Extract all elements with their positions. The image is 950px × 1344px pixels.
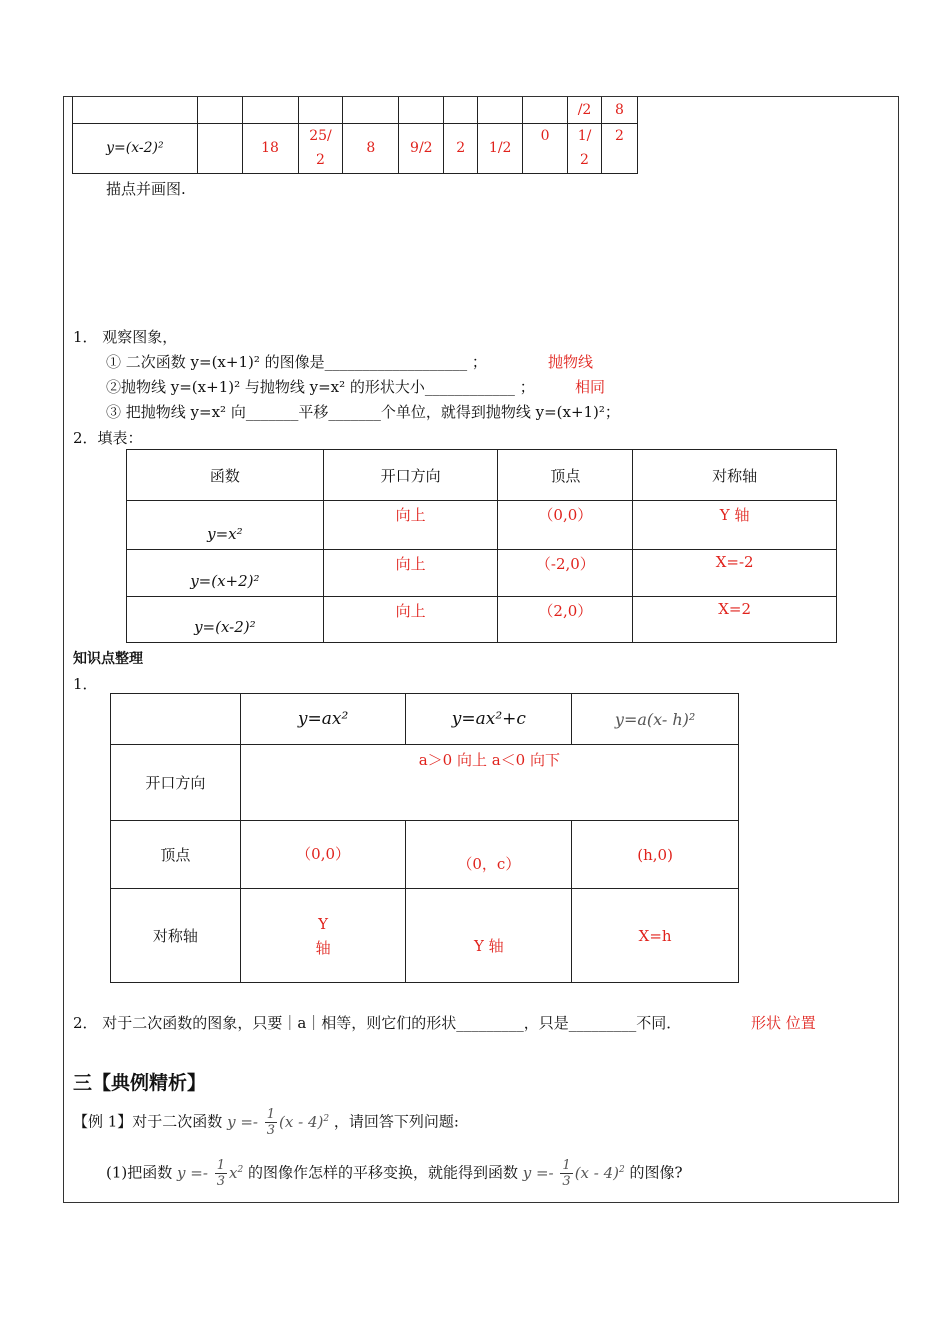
- table-cell: 8: [343, 123, 399, 173]
- vertex-cell: (h,0): [572, 821, 739, 889]
- q1-item-3: ③ 把抛物线 y=x² 向_______平移_______个单位，就得到抛物线 y=(x+1)²；: [106, 403, 620, 421]
- axis-cell: X=2: [633, 597, 837, 643]
- axis-cell: Y 轴: [633, 501, 837, 550]
- axis-cell: X=h: [572, 889, 739, 983]
- table-header-row: [127, 450, 837, 501]
- header-cell: 函数: [127, 450, 324, 501]
- table-cell: /2: [568, 97, 602, 123]
- table-cell: 18: [242, 123, 298, 173]
- q1-answer-2: 相同: [575, 378, 606, 396]
- vertex-cell: （0，c）: [406, 821, 572, 889]
- q1-answer-1: 抛物线: [548, 353, 594, 371]
- q1-mid: 的图像作怎样的平移变换，就能得到函数: [247, 1163, 518, 1182]
- func-cell: y=(x+2)²: [127, 550, 324, 597]
- table-row: [111, 745, 739, 821]
- example-1: [73, 1107, 459, 1138]
- q1-func2: y =- $\frac{1}{3}$ (x - 4)$^2$: [522, 1158, 625, 1189]
- dir-cell: 向上: [323, 501, 498, 550]
- row-label: 开口方向: [111, 745, 241, 821]
- header-cell: y=a(x- h)²: [572, 694, 739, 745]
- table-cell: 1/ 2: [568, 123, 602, 173]
- page-frame: [63, 96, 899, 1203]
- values-table: [72, 97, 638, 174]
- func-cell: y=(x-2)²: [127, 597, 324, 643]
- table-cell: 0: [523, 123, 568, 173]
- table-row: [127, 550, 837, 597]
- q1-item-1: ① 二次函数 y=(x+1)² 的图像是___________________ ；: [106, 353, 487, 371]
- plot-note: 描点并画图.: [106, 180, 186, 198]
- row-label: 对称轴: [111, 889, 241, 983]
- q1-func1: y =- $\frac{1}{3}$ $x^2$: [177, 1158, 244, 1189]
- q1-suffix: 的图像?: [629, 1163, 683, 1182]
- fraction: $\frac{1}{3}$: [266, 1107, 276, 1138]
- dir-cell: 向上: [323, 597, 498, 643]
- vertex-cell: （2,0）: [498, 597, 633, 643]
- header-cell: y=ax²: [240, 694, 406, 745]
- table-cell: 2: [601, 123, 637, 173]
- fraction: $\frac{1}{3}$: [562, 1158, 571, 1189]
- example-func: y =- $\frac{1}{3}$ (x - 4)$^2$: [227, 1107, 330, 1138]
- axis-cell: Y 轴: [406, 889, 572, 983]
- table-row: [127, 501, 837, 550]
- dir-cell: 向上: [323, 550, 498, 597]
- axis-cell: X=-2: [633, 550, 837, 597]
- example-1-q1: [106, 1158, 683, 1189]
- q2-title: 2．填表：: [73, 429, 143, 447]
- knowledge-table: [110, 693, 739, 983]
- row-label: y=(x-2)²: [73, 123, 198, 173]
- row-label: 顶点: [111, 821, 241, 889]
- table-row: [73, 123, 638, 173]
- header-cell: 顶点: [498, 450, 633, 501]
- table-cell: 1/2: [478, 123, 523, 173]
- table-row: [111, 889, 739, 983]
- table-cell: 2: [444, 123, 478, 173]
- table-row: [127, 597, 837, 643]
- vertex-cell: （0,0）: [498, 501, 633, 550]
- fill-table: [126, 449, 837, 643]
- example-suffix: ，请回答下列问题:: [333, 1112, 459, 1131]
- open-dir-cell: a＞0 向上 a＜0 向下: [240, 745, 738, 821]
- q1-prefix: (1)把函数: [106, 1163, 173, 1182]
- table-row: [73, 97, 638, 123]
- header-cell: 对称轴: [633, 450, 837, 501]
- table-cell: 8: [601, 97, 637, 123]
- table-cell: 25/ 2: [298, 123, 343, 173]
- vertex-cell: （-2,0）: [498, 550, 633, 597]
- shape-answer: 形状 位置: [751, 1014, 816, 1032]
- q1-item-2: ②抛物线 y=(x+1)² 与抛物线 y=x² 的形状大小____________ ；: [106, 378, 535, 396]
- table-cell: 9/2: [399, 123, 444, 173]
- fraction: $\frac{1}{3}$: [216, 1158, 225, 1189]
- q1-title: 1． 观察图象，: [73, 328, 178, 346]
- knowledge-num: 1．: [73, 675, 98, 693]
- shape-question: 2． 对于二次函数的图象，只要｜a｜相等，则它们的形状_________，只是_________不同．: [73, 1014, 682, 1032]
- knowledge-title: 知识点整理: [73, 651, 143, 667]
- example-label: 【例 1】对于二次函数: [73, 1112, 223, 1131]
- axis-cell: Y 轴: [240, 889, 406, 983]
- header-cell: 开口方向: [323, 450, 498, 501]
- header-cell: y=ax²+c: [406, 694, 572, 745]
- section-title: 三【典例精析】: [73, 1072, 207, 1094]
- table-header-row: [111, 694, 739, 745]
- func-cell: y=x²: [127, 501, 324, 550]
- table-row: [111, 821, 739, 889]
- vertex-cell: （0,0）: [240, 821, 406, 889]
